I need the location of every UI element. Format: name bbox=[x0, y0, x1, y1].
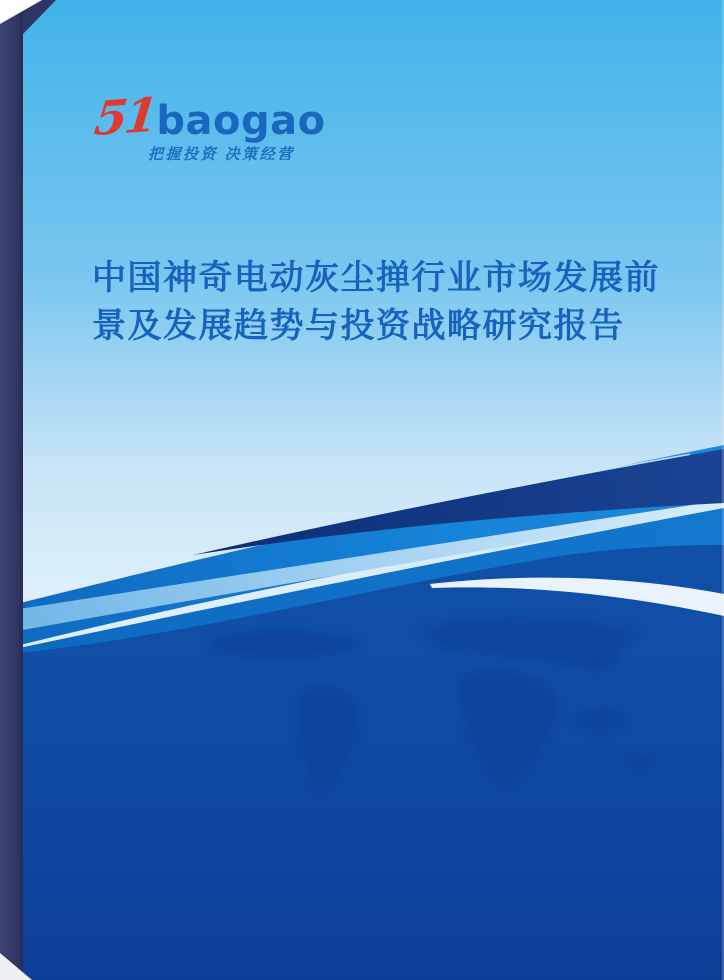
logo-tagline: 把握投资 决策经营 bbox=[148, 146, 295, 163]
logo-prefix-51: 51 bbox=[91, 87, 158, 148]
logo-name-baogao: baogao bbox=[156, 98, 326, 144]
book-spine bbox=[0, 0, 23, 980]
report-title-line1: 中国神奇电动灰尘掸行业市场发展前 bbox=[92, 259, 660, 297]
logo bbox=[91, 87, 326, 148]
report-title bbox=[92, 254, 677, 350]
report-title-line2: 景及发展趋势与投资战略研究报告 bbox=[92, 307, 625, 345]
